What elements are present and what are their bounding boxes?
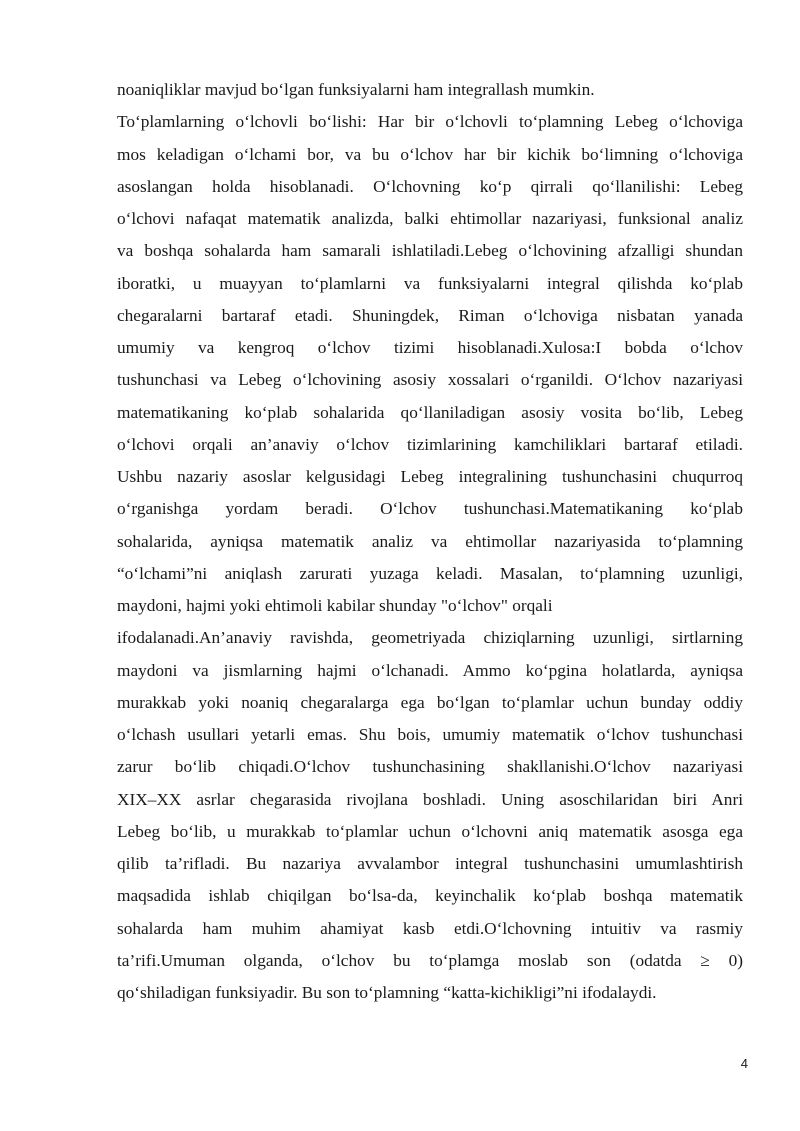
text-line: tushunchasi va Lebeg o‘lchovining asosiy xossalari o‘rganildi. O‘lchov nazariyasi xyxy=(117,370,743,390)
text-line: ta’rifi.Umuman olganda, o‘lchov bu to‘plamga moslab son (odatda ≥ 0) xyxy=(117,950,743,970)
page-number: 4 xyxy=(740,1056,748,1071)
text-line: o‘lchovi orqali an’anaviy o‘lchov tizimlarining kamchiliklari bartaraf etiladi. xyxy=(117,434,743,454)
text-line: noaniqliklar mavjud bo‘lgan funksiyalarni ham integrallash mumkin. xyxy=(117,80,595,99)
text-line: umumiy va kengroq o‘lchov tizimi hisoblanadi.Xulosa:I bobda o‘lchov xyxy=(117,338,743,357)
text-line: zarur bo‘lib chiqadi.O‘lchov tushunchasining shakllanishi.O‘lchov nazariyasi xyxy=(117,757,743,777)
text-line: To‘plamlarning o‘lchovli bo‘lishi: Har bir o‘lchovli to‘plamning Lebeg o‘lchoviga xyxy=(117,112,743,132)
text-line: sohalarda ham muhim ahamiyat kasb etdi.O‘lchovning intuitiv va rasmiy xyxy=(117,918,743,938)
text-line: mos keladigan o‘lchami bor, va bu o‘lchov har bir kichik bo‘limning o‘lchoviga xyxy=(117,144,743,164)
text-line: chegaralarni bartaraf etadi. Shuningdek, Riman o‘lchoviga nisbatan yanada xyxy=(117,305,743,325)
text-line: sohalarida, ayniqsa matematik analiz va ehtimollar nazariyasida to‘plamning xyxy=(117,531,743,551)
text-line: Lebeg bo‘lib, u murakkab to‘plamlar uchun o‘lchovni aniq matematik asosga ega xyxy=(117,821,743,841)
text-line: o‘lchovi nafaqat matematik analizda, balki ehtimollar nazariyasi, funksional analiz xyxy=(117,209,743,228)
text-line: Ushbu nazariy asoslar kelgusidagi Lebeg integralining tushunchasini chuqurroq xyxy=(117,467,743,486)
text-line: ifodalanadi.An’anaviy ravishda, geometriyada chiziqlarning uzunligi, sirtlarning xyxy=(117,628,743,648)
body-text xyxy=(117,74,743,1009)
text-line: va boshqa sohalarda ham samarali ishlatiladi.Lebeg o‘lchovining afzalligi shundan xyxy=(117,241,743,261)
text-line: maydoni, hajmi yoki ehtimoli kabilar shunday "o‘lchov" orqali xyxy=(117,596,553,615)
text-line: o‘rganishga yordam beradi. O‘lchov tushunchasi.Matematikaning ko‘plab xyxy=(117,499,743,519)
text-line: iboratki, u muayyan to‘plamlarni va funksiyalarni integral qilishda ko‘plab xyxy=(117,273,743,293)
text-line: qo‘shiladigan funksiyadir. Bu son to‘plamning “katta-kichikligi”ni ifodalaydi. xyxy=(117,983,657,1002)
text-line: maydoni va jismlarning hajmi o‘lchanadi. Ammo ko‘pgina holatlarda, ayniqsa xyxy=(117,660,743,680)
text-line: “o‘lchami”ni aniqlash zarurati yuzaga keladi. Masalan, to‘plamning uzunligi, xyxy=(117,563,743,583)
text-line: o‘lchash usullari yetarli emas. Shu bois, umumiy matematik o‘lchov tushunchasi xyxy=(117,725,743,744)
text-line: asoslangan holda hisoblanadi. O‘lchovning ko‘p qirrali qo‘llanilishi: Lebeg xyxy=(117,176,743,196)
text-line: matematikaning ko‘plab sohalarida qo‘llaniladigan asosiy vosita bo‘lib, Lebeg xyxy=(117,402,743,422)
text-line: murakkab yoki noaniq chegaralarga ega bo‘lgan to‘plamlar uchun bunday oddiy xyxy=(117,692,743,712)
text-line: qilib ta’rifladi. Bu nazariya avvalambor integral tushunchasini umumlashtirish xyxy=(117,854,743,873)
text-line: XIX–XX asrlar chegarasida rivojlana boshladi. Uning asoschilaridan biri Anri xyxy=(117,789,743,809)
text-line: maqsadida ishlab chiqilgan bo‘lsa-da, keyinchalik ko‘plab boshqa matematik xyxy=(117,886,743,906)
